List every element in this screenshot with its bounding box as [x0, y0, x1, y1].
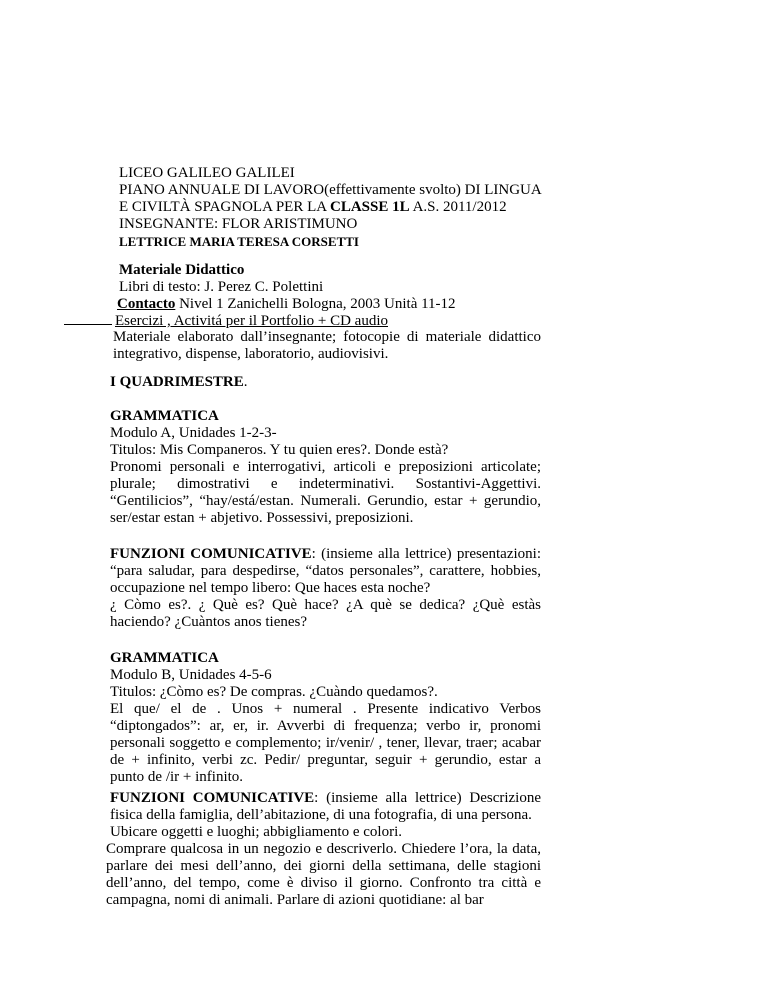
ubicare-line: Ubicare oggetti e luoghi; abbigliamento e colori.	[110, 824, 402, 840]
contacto-line: Contacto Nivel 1 Zanichelli Bologna, 2003 Unità 11-12	[117, 296, 456, 312]
header-block	[119, 165, 549, 250]
funzioni-questions-1: ¿ Còmo es?. ¿ Què es? Què hace? ¿A què se dedica? ¿Què estàs haciendo? ¿Cuàntos anos tienes?	[110, 597, 541, 630]
funzioni-paragraph-2a: FUNZIONI COMUNICATIVE: (insieme alla lettrice) Descrizione fisica della famiglia, dell’abitazione, di una fotografia, di una persona. Ubicare oggetti e luoghi; abbigliamento e colori.	[110, 790, 541, 840]
quadrimestre-heading: I QUADRIMESTRE.	[110, 374, 248, 390]
divider-line	[64, 324, 112, 325]
titulos-b: Titulos: ¿Còmo es? De compras. ¿Cuàndo quedamos?.	[110, 684, 438, 700]
modulo-b: Modulo B, Unidades 4-5-6	[110, 667, 272, 683]
funzioni-paragraph-1: FUNZIONI COMUNICATIVE: (insieme alla lettrice) presentazioni: “para saludar, para despedirse, “datos personales”, carattere, hobbies, occupazione nel tempo libero: Que haces esta noche? ¿ Còmo es?. ¿ Què es? Què hace? ¿A què se dedica? ¿Què estàs haciendo? ¿Cuàntos anos tienes?	[110, 546, 541, 630]
grammatica-body-2: El que/ el de . Unos + numeral . Presente indicativo Verbos “diptongados”: ar, er, ir. Avverbi di frequenza; verbo ir, pronomi personali soggetto e complemento; ir/venir/ , tener, llevar, traer; acabar de + infinito, verbi zc. Pedir/ preguntar, seguir + gerundio, estar a punto de /ir + infinito.	[110, 701, 541, 785]
esercizi-line: Esercizi , Activitá per il Portfolio + CD audio	[115, 313, 388, 329]
plan-title-line2: E CIVILTÀ SPAGNOLA PER LA CLASSE 1L A.S. 2011/2012	[119, 199, 507, 215]
teacher-name: INSEGNANTE: FLOR ARISTIMUNO	[119, 216, 358, 232]
grammatica-heading-2: GRAMMATICA	[110, 650, 219, 666]
class-label: CLASSE 1L	[330, 199, 410, 215]
lettrice-name: LETTRICE MARIA TERESA CORSETTI	[119, 234, 359, 249]
grammatica-body-1: Pronomi personali e interrogativi, articoli e preposizioni articolate; plurale; dimostrativi e indeterminativi. Sostantivi-Aggettivi. “Gentilicios”, “hay/está/estan. Numerali. Gerundio, estar + gerundio, ser/estar estan + abjetivo. Possessivi, preposizioni.	[110, 459, 541, 526]
materiale-title: Materiale Didattico	[119, 262, 245, 278]
contacto-label: Contacto	[117, 296, 176, 312]
grammatica-heading-1: GRAMMATICA	[110, 408, 219, 424]
funzioni-paragraph-2b: Comprare qualcosa in un negozio e descriverlo. Chiedere l’ora, la data, parlare dei mesi dell’anno, dei giorni della settimana, delle stagioni dell’anno, del tempo, come è diviso il giorno. Confronto tra città e campagna, nomi di animali. Parlare di azioni quotidiane: al bar	[106, 841, 541, 908]
titulos-a: Titulos: Mis Companeros. Y tu quien eres?. Donde està?	[110, 442, 449, 458]
modulo-a: Modulo A, Unidades 1-2-3-	[110, 425, 277, 441]
school-name: LICEO GALILEO GALILEI	[119, 165, 295, 181]
funzioni-label-2: FUNZIONI COMUNICATIVE	[110, 790, 315, 806]
funzioni-label-1: FUNZIONI COMUNICATIVE	[110, 546, 312, 562]
plan-title-line1: PIANO ANNUALE DI LAVORO(effettivamente svolto) DI LINGUA	[119, 182, 542, 198]
libri-line: Libri di testo: J. Perez C. Polettini	[119, 279, 324, 295]
elaborato-paragraph: Materiale elaborato dall’insegnante; fotocopie di materiale didattico integrativo, dispense, laboratorio, audiovisivi.	[113, 329, 541, 362]
